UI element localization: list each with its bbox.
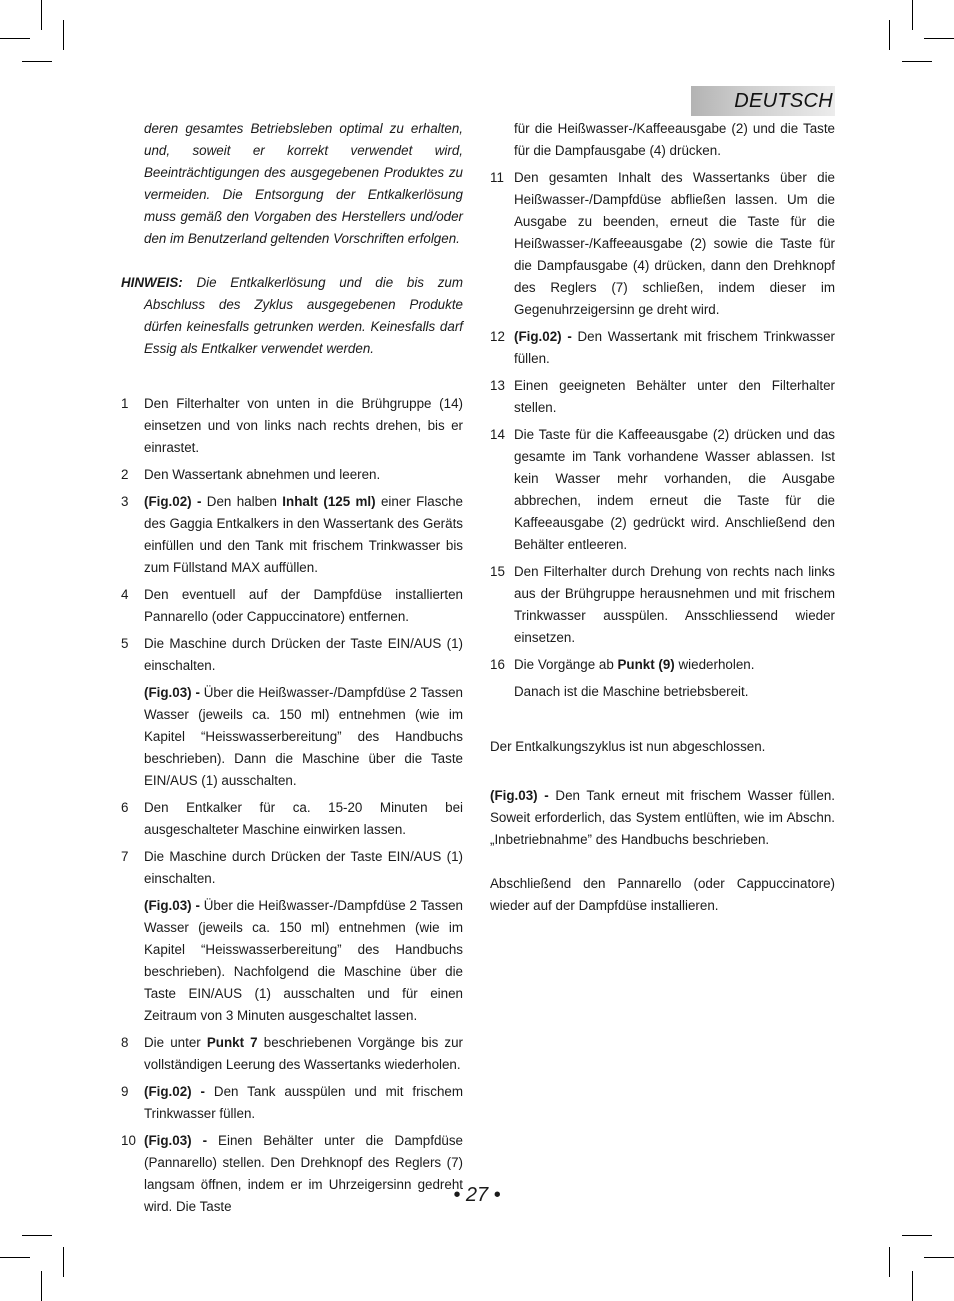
step-text: Die Maschine durch Drücken der Taste EIN/AUS (1) einschalten. — [144, 849, 463, 886]
step-number: 9 — [121, 1084, 129, 1099]
intro-paragraph: deren gesamtes Betriebsleben optimal zu erhalten, und, soweit er korrekt verwendet wird, Beeinträchtigungen des ausgegebenen Produktes zu vermeiden. Die Entsorgung der Entkalkerlösung muss gemäß den Vorgaben des Herstellers und/oder den im Benutzerland geltenden Vorschriften erfolgen. — [144, 121, 463, 246]
crop-mark — [889, 20, 890, 50]
step-number: 15 — [490, 564, 505, 579]
step-16 — [490, 654, 835, 703]
right-column — [490, 118, 835, 917]
page-number: • 27 • — [453, 1184, 501, 1206]
crop-mark — [902, 61, 932, 62]
crop-mark — [22, 61, 52, 62]
step-text: Den halben — [201, 494, 283, 509]
step-number: 11 — [490, 170, 504, 185]
step-9 — [121, 1081, 463, 1125]
step-13 — [490, 375, 835, 419]
crop-mark — [924, 1257, 954, 1258]
step-text: Einen Behälter unter die Dampfdüse (Pannarello) stellen. Den Drehknopf des Reglers (7) langsam öffnen, indem er im Uhrzeigersinn gedreht wird. Die Taste — [144, 1133, 463, 1214]
step-number: 13 — [490, 378, 505, 393]
step-text: einer Flasche des Gaggia Entkalkers in den Wassertank des Geräts einfüllen und den Tank mit frischem Trinkwasser bis zum Füllstand MAX auffüllen. — [144, 494, 463, 575]
step-text: Die Maschine durch Drücken der Taste EIN/AUS (1) einschalten. — [144, 636, 463, 673]
step-text: Über die Heißwasser-/Dampfdüse 2 Tassen Wasser (jeweils ca. 150 ml) entnehmen (wie im Kapitel “Heisswasserbereitung” des Handbuchs beschrieben). Nachfolgend die Maschine über die Taste EIN/AUS (1) ausschalten und für einen Zeitraum von 3 Minuten ausgeschaltet lassen. — [144, 898, 463, 1023]
step-number: 2 — [121, 467, 129, 482]
final-paragraph: Abschließend den Pannarello (oder Cappuccinatore) wieder auf der Dampfdüse installieren. — [490, 876, 835, 913]
fig-ref: (Fig.03) - — [144, 685, 200, 700]
crop-mark — [63, 20, 64, 50]
step-text: Den Filterhalter durch Drehung von rechts nach links aus der Brühgruppe herausnehmen und mit frischem Trinkwasser ausspülen. Ansschliessend wieder einsetzen. — [514, 564, 835, 645]
step-text: Die Taste für die Kaffeeausgabe (2) drücken und das gesamte im Tank vorhandene Wasser ablassen. Ist kein Wasser mehr vorhanden, die Ausgabe abbrechen, indem erneut die Taste für die Kaffeeausgabe (2) gedrückt wird. Anschließend den Behälter entleeren. — [514, 427, 835, 552]
point-ref: Punkt 7 — [206, 1035, 258, 1050]
step-text: Über die Heißwasser-/Dampfdüse 2 Tassen Wasser (jeweils ca. 150 ml) entnehmen (wie im Kapitel “Heisswasserbereitung” des Handbuchs beschrieben). Dann die Maschine über die Taste EIN/AUS (1) ausschalten. — [144, 685, 463, 788]
crop-mark — [41, 0, 42, 30]
crop-mark — [912, 1271, 913, 1301]
step-text: Den Entkalker für ca. 15-20 Minuten bei ausgeschalteter Maschine einwirken lassen. — [144, 800, 463, 837]
fig-ref: (Fig.02) - — [514, 329, 572, 344]
fig-ref: (Fig.03) - — [144, 898, 200, 913]
step-text: Einen geeigneten Behälter unter den Filterhalter stellen. — [514, 378, 835, 415]
fig03-paragraph — [490, 785, 835, 851]
step-14 — [490, 424, 835, 556]
hint-label: HINWEIS: — [121, 275, 183, 290]
language-tab: DEUTSCH — [691, 86, 835, 116]
completion-note: Der Entkalkungszyklus ist nun abgeschlossen. — [490, 739, 766, 754]
step-text: Den Wassertank mit frischem Trinkwasser füllen. — [514, 329, 835, 366]
step-6 — [121, 797, 463, 841]
step-number: 10 — [121, 1133, 136, 1148]
step-2 — [121, 464, 463, 486]
step-10-continuation — [490, 118, 835, 162]
crop-mark — [0, 38, 30, 39]
amount-highlight: Inhalt (125 ml) — [282, 494, 376, 509]
crop-mark — [902, 1235, 932, 1236]
step-number: 4 — [121, 587, 129, 602]
step-number: 14 — [490, 427, 505, 442]
step-15 — [490, 561, 835, 649]
step-number: 6 — [121, 800, 129, 815]
step-text: Den Tank ausspülen und mit frischem Trinkwasser füllen. — [144, 1084, 463, 1121]
step-text: Den eventuell auf der Dampfdüse installierten Pannarello (oder Cappuccinatore) entfernen. — [144, 587, 463, 624]
step-text: Den Filterhalter von unten in die Brühgruppe (14) einsetzen und von links nach rechts drehen, bis er einrastet. — [144, 396, 463, 455]
hint-text: Die Entkalkerlösung und die bis zum Abschluss des Zyklus ausgegebenen Produkte dürfen keinesfalls getrunken werden. Keinesfalls darf Essig als Entkalker verwendet werden. — [144, 275, 463, 356]
point-ref: Punkt (9) — [617, 657, 675, 672]
crop-mark — [924, 38, 954, 39]
step-number: 16 — [490, 657, 505, 672]
step-number: 3 — [121, 494, 129, 509]
fig-ref: (Fig.02) - — [144, 1084, 205, 1099]
step-text: für die Heißwasser-/Kaffeeausgabe (2) und die Taste für die Dampfausgabe (4) drücken. — [514, 121, 835, 158]
step-4 — [121, 584, 463, 628]
left-column — [121, 118, 463, 1223]
step-1 — [121, 393, 463, 459]
crop-mark — [63, 1247, 64, 1277]
fig-ref: (Fig.03) - — [144, 1133, 208, 1148]
step-subtext: Danach ist die Maschine betriebsbereit. — [514, 684, 749, 699]
step-text: Die Vorgänge ab — [514, 657, 618, 672]
step-11 — [490, 167, 835, 321]
step-3 — [121, 491, 463, 579]
step-number: 8 — [121, 1035, 129, 1050]
step-number: 5 — [121, 636, 129, 651]
step-text: Die unter — [144, 1035, 207, 1050]
step-text: Den gesamten Inhalt des Wassertanks über die Heißwasser-/Dampfdüse abfließen lassen. Um die Ausgabe zu beenden, erneut die Taste für die Heißwasser-/Kaffeeausgabe (2) sowie die Taste für die Dampfausgabe (4) drücken, dann den Drehknopf des Reglers (7) schließen, indem dieser im Gegenuhrzeigersinn ge dreht wird. — [514, 170, 835, 317]
crop-mark — [889, 1247, 890, 1277]
crop-mark — [0, 1257, 30, 1258]
fig-ref: (Fig.02) - — [144, 494, 202, 509]
step-12 — [490, 326, 835, 370]
step-number: 7 — [121, 849, 129, 864]
step-number: 1 — [121, 396, 129, 411]
step-text: wiederholen. — [674, 657, 755, 672]
crop-mark — [22, 1235, 52, 1236]
step-8 — [121, 1032, 463, 1076]
fig-ref: (Fig.03) - — [490, 788, 549, 803]
crop-mark — [912, 0, 913, 30]
hint-note — [121, 272, 463, 360]
step-text: beschriebenen Vorgänge bis zur vollständigen Leerung des Wassertanks wiederholen. — [144, 1035, 463, 1072]
crop-mark — [41, 1271, 42, 1301]
step-text: Den Wassertank abnehmen und leeren. — [144, 467, 381, 482]
paragraph-text: Den Tank erneut mit frischem Wasser füllen. Soweit erforderlich, das System entlüften, wie im Abschn. „Inbetriebnahme” des Handbuchs beschrieben. — [490, 788, 835, 847]
step-5 — [121, 633, 463, 792]
step-number: 12 — [490, 329, 505, 344]
step-7 — [121, 846, 463, 1027]
